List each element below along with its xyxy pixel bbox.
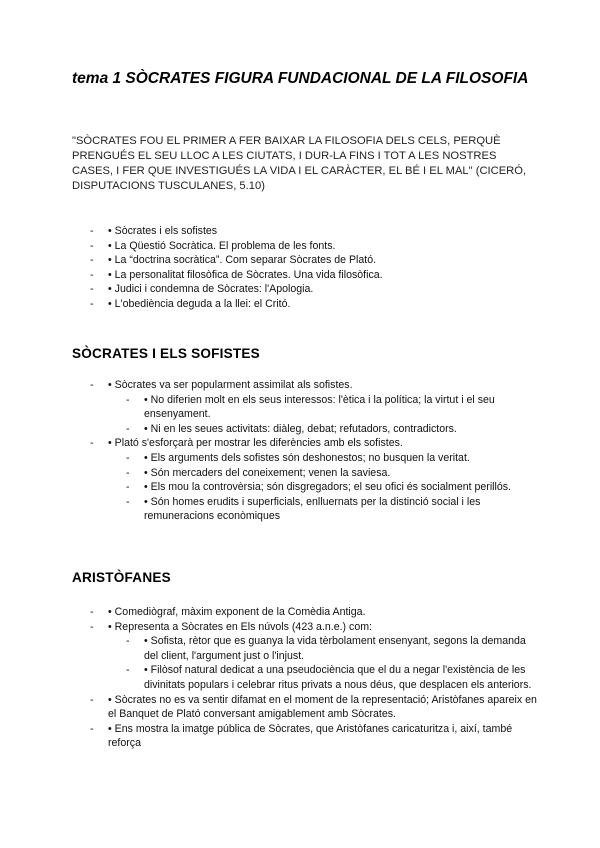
list-item: - • L'obediència deguda a la llei: el Critó. [90,297,291,310]
list-item: - • Sòcrates no es va sentir difamat en el moment de la representació; Aristòfanes apareix en el Banquet de Plató conversant amigablement amb Sòcrates. [90,693,537,721]
list-item: - • Ens mostra la imatge pública de Sòcrates, que Aristòfanes caricaturitza i, així, també reforça [90,722,513,750]
list-item: - • La “doctrina socràtica”. Com separar Sòcrates de Plató. [90,254,377,267]
section-heading-aristofanes: ARISTÒFANES [72,570,171,585]
list-item: - • Els mou la controvèrsia; són disgregadors; el seu ofici és socialment perillós. [126,481,512,494]
section-aristofanes-list [90,605,538,751]
list-item: - • No diferien molt en els seus interessos: l'ètica i la política; la virtut i el seu ensenyament. [126,393,495,421]
list-item: - • Sofista, rètor que es guanya la vida tèrbolament ensenyant, segons la demanda del client, l'argument just o l'injust. [126,635,526,662]
list-item: - • Representa a Sòcrates en Els núvols (423 a.n.e.) com: - • Sofista, rètor que es guanya la vida tèrbolament ensenyant, segons la demanda del client, l'argument just o l'injust. - • Filòsof natural dedicat a una pseudociència que el du a negar l'existència de les divinitats populars i celebrar ritus privats a nous déus, que desplacen els anteriors. [108,620,538,693]
page-title: tema 1 SÒCRATES FIGURA FUNDACIONAL DE LA FILOSOFIA [72,70,529,87]
cicero-quote: "SÒCRATES FOU EL PRIMER A FER BAIXAR LA FILOSOFIA DELS CELS, PERQUÈ PRENGUÉS EL SEU LLOC A LES CIUTATS, I DUR-LA FINS I TOT A LES NOSTRES CASES, I FER QUE INVESTIGUÉS LA VIDA I EL CARÀCTER, EL BÉ I EL MAL" (CICERÓ, DISPUTACIONS TUSCULANES, 5.10) [72,135,527,192]
section-heading-socrates-sofistes: SÒCRATES I ELS SOFISTES [72,346,260,361]
list-item: - • Sòcrates i els sofistes [90,225,218,237]
list-item: - • Són mercaders del coneixement; venen la saviesa. [126,466,391,479]
list-item: - • Sòcrates va ser popularment assimilat als sofistes. - • No diferien molt en els seus interessos: l'ètica i la política; la virtut i el seu ensenyament. - • Ni en les seues activitats: diàleg, debat; refutadors, contradictors. [108,378,538,436]
list-item: - • Comediògraf, màxim exponent de la Comèdia Antiga. [90,606,366,618]
list-item: - • La Qüestió Socràtica. El problema de les fonts. [90,239,336,252]
list-item: - • Els arguments dels sofistes són deshonestos; no busquen la veritat. [126,451,470,464]
list-item: - • Plató s'esforçarà per mostrar les diferències amb els sofistes. - • Els arguments dels sofistes són deshonestos; no busquen la veritat. - • Són mercaders del coneixement; venen la saviesa. - • Els mou la controvèrsia; són disgregadors; el seu ofici és socialment perillós. - • Són homes erudits i superficials, enlluernats per la distinció social i les remuneracions econòmiques [108,436,538,524]
list-item: - • Filòsof natural dedicat a una pseudociència que el du a negar l'existència de les divinitats populars i celebrar ritus privats a nous déus, que desplacen els anteriors. [126,664,532,691]
list-item: - • Ni en les seues activitats: diàleg, debat; refutadors, contradictors. [126,422,457,435]
list-item: - • Són homes erudits i superficials, enlluernats per la distinció social i les remuneracions econòmiques [126,495,481,523]
section-socrates-sofistes-list [90,378,538,524]
topic-index-list [90,224,538,312]
list-item: - • Judici i condemna de Sòcrates: l'Apologia. [90,283,314,296]
sublist [108,634,538,692]
sublist [108,451,538,524]
list-item: - • La personalitat filosòfica de Sòcrates. Una vida filosòfica. [90,268,383,281]
sublist [108,393,538,437]
